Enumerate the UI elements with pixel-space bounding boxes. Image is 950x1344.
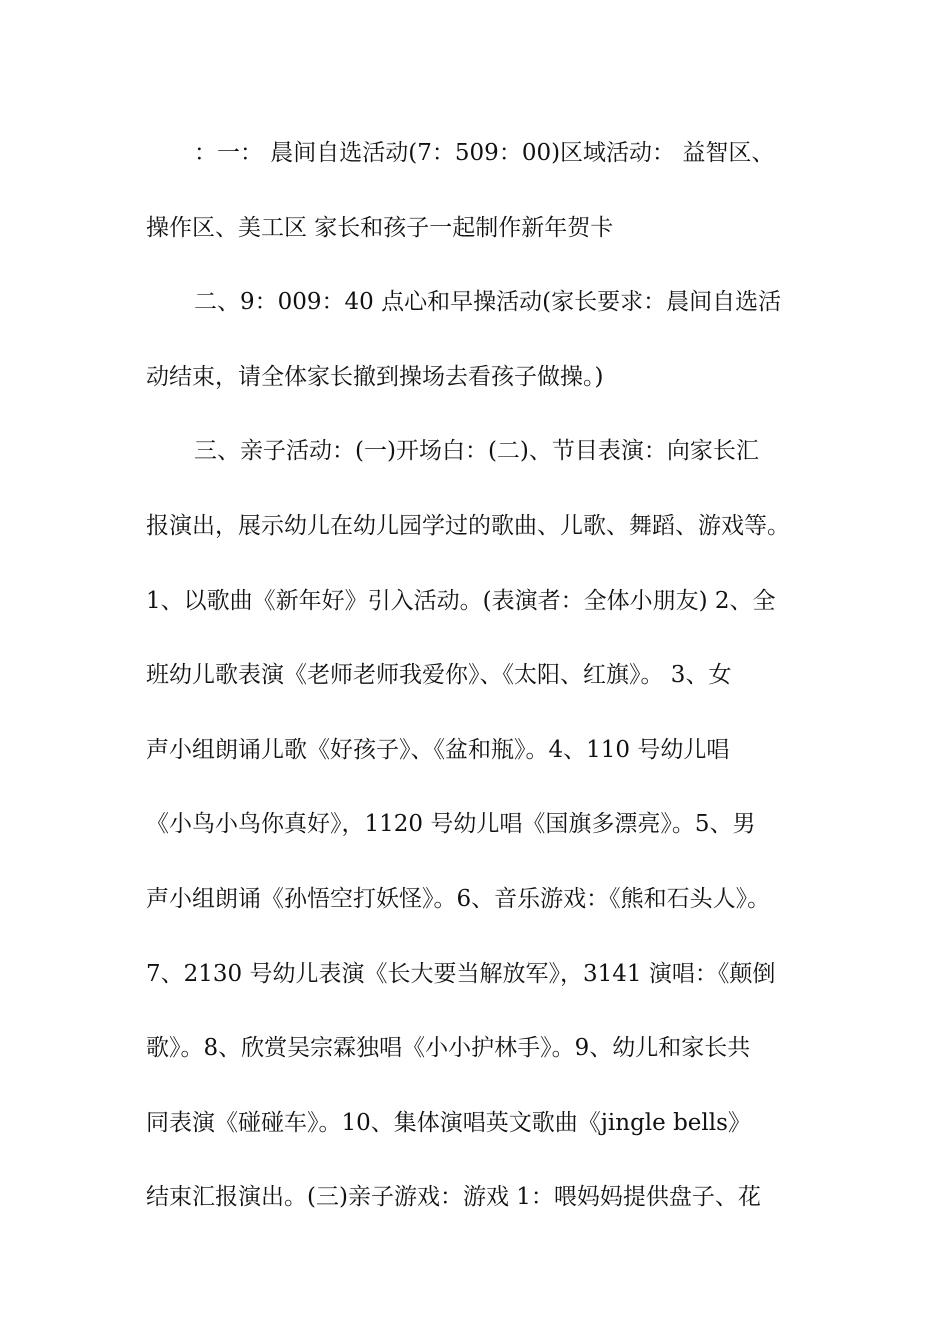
paragraph-1-line-2: 操作区、美工区 家长和孩子一起制作新年贺卡 <box>146 214 614 241</box>
paragraph-3-line-3: 1、以歌曲《新年好》引入活动。(表演者：全体小朋友) 2、全 <box>146 587 776 614</box>
paragraph-3-line-8: 7、2130 号幼儿表演《长大要当解放军》，3141 演唱：《颠倒 <box>146 960 776 987</box>
paragraph-1-line-1: ：一： 晨间自选活动(7：509：00)区域活动： 益智区、 <box>194 140 775 166</box>
paragraph-3-line-9: 歌》。8、欣赏吴宗霖独唱《小小护林手》。9、幼儿和家长共 <box>146 1035 751 1062</box>
body-text <box>146 130 826 1249</box>
paragraph-3-line-7: 声小组朗诵《孙悟空打妖怪》。6、音乐游戏：《熊和石头人》。 <box>146 885 771 912</box>
paragraph-3-line-5: 声小组朗诵儿歌《好孩子》、《盆和瓶》。4、110 号幼儿唱 <box>146 736 730 763</box>
paragraph-2-line-1: 二、9：009：40 点心和早操活动(家长要求：晨间自选活 <box>194 289 782 316</box>
paragraph-2-line-2: 动结束，请全体家长撤到操场去看孩子做操。) <box>146 363 604 390</box>
paragraph-3-line-11: 结束汇报演出。(三)亲子游戏：游戏 1：喂妈妈提供盘子、花 <box>146 1184 761 1211</box>
paragraph-3-line-2: 报演出，展示幼儿在幼儿园学过的歌曲、儿歌、舞蹈、游戏等。 <box>146 512 790 539</box>
paragraph-3-line-6: 《小鸟小鸟你真好》，1120 号幼儿唱《国旗多漂亮》。5、男 <box>146 811 756 838</box>
paragraph-3-line-10: 同表演《碰碰车》。10、集体演唱英文歌曲《jingle bells》 <box>146 1109 751 1136</box>
paragraph-3-line-4: 班幼儿歌表演《老师老师我爱你》、《太阳、红旗》。 3、女 <box>146 662 732 689</box>
paragraph-3-line-1: 三、亲子活动：(一)开场白：(二)、节目表演：向家长汇 <box>194 438 759 465</box>
